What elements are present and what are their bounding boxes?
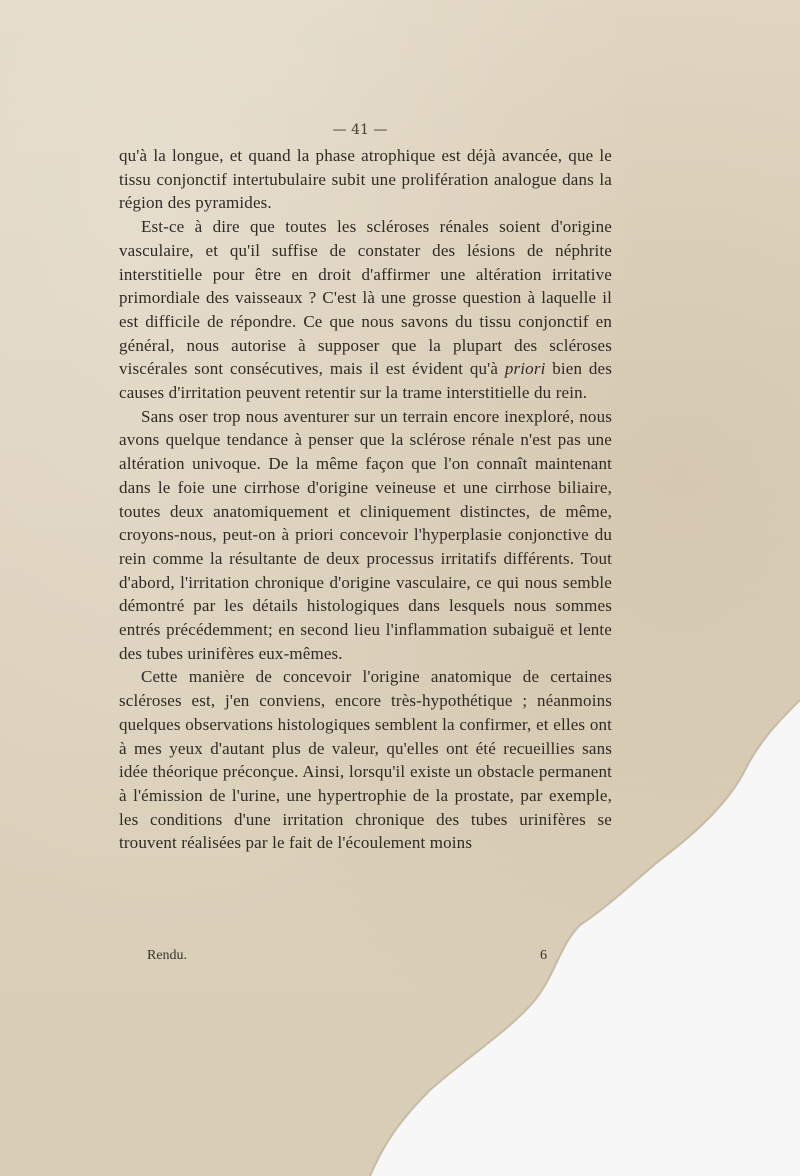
page-number: — 41 — (332, 122, 388, 138)
paragraph-4: Cette manière de concevoir l'origine anatomique de certaines scléroses est, j'en conviens, encore très-hypothétique ; néanmoins quelques observations histologiques semblent la confirmer, et elles ont à mes yeux d'autant plus de valeur, qu'elles ont été recueillies sans idée théorique préconçue. Ainsi, lorsqu'il existe un obstacle permanent à l'émission de l'urine, une hypertrophie de la prostate, par exemple, les conditions d'une irritation chronique des tubes urinifères se trouvent réalisées par le fait de l'écoulement moins (119, 667, 612, 853)
paragraph-2 (119, 215, 612, 405)
paragraph-2-text: Est-ce à dire que toutes les scléroses rénales soient d'origine vasculaire, et qu'il suffise de constater des lésions de néphrite interstitielle pour être en droit d'affirmer une altération irritative primordiale des vaisseaux ? C'est là une grosse question à laquelle il est difficile de répondre. Ce que nous savons du tissu conjonctif en général, nous autorise à supposer que la plupart des scléroses viscérales sont consécutives, mais il est évident qu'à (119, 217, 612, 379)
paragraph-3: Sans oser trop nous aventurer sur un terrain encore inexploré, nous avons quelque tendance à penser que la sclérose rénale n'est pas une altération univoque. De la même façon que l'on connaît maintenant dans le foie une cirrhose d'origine veineuse et une cirrhose biliaire, toutes deux anatomiquement et cliniquement distinctes, de même, croyons-nous, peut-on à priori concevoir l'hyperplasie conjonctive du rein comme la résultante de deux processus irritatifs différents. Tout d'abord, l'irritation chronique d'origine vasculaire, ce qui nous semble démontré par les détails histologiques dans lesquels nous sommes entrés précédemment; en second lieu l'inflammation subaiguë et lente des tubes urinifères eux-mêmes. (119, 406, 612, 663)
paragraph-1: qu'à la longue, et quand la phase atrophique est déjà avancée, que le tissu conjonctif intertubulaire subit une prolifération analogue dans la région des pyramides. (119, 146, 612, 213)
italic-word: priori (504, 359, 546, 379)
paragraph-2-after: bien des causes d'irritation peuvent retentir sur la trame interstitielle du rein. (119, 359, 612, 403)
footer-sheet-number: 6 (540, 948, 547, 963)
footer-author: Rendu. (147, 948, 188, 963)
text-body (119, 144, 612, 855)
